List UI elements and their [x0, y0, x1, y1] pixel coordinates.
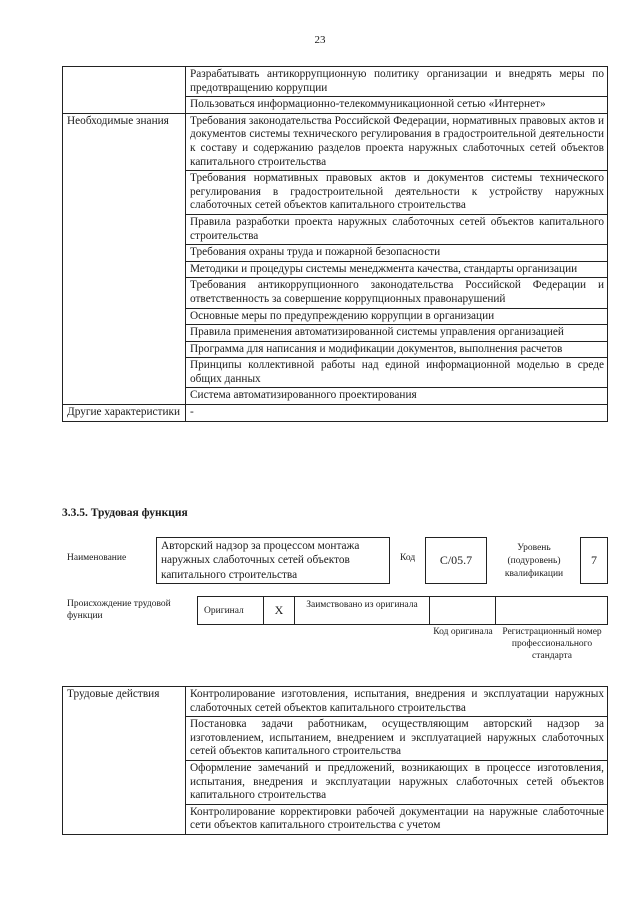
table-cell: Программа для написания и модификации документов, выполнения расчетов	[186, 341, 608, 358]
reg-number-label: Регистрационный номер профессионального стандарта	[502, 627, 602, 661]
table-cell: Контролирование корректировки рабочей документации на наружные слаботочные сети объектов капитального строительства с учетом	[186, 804, 608, 834]
table-row	[63, 687, 608, 717]
table-row	[63, 113, 608, 170]
table-cell: Контролирование изготовления, испытания, внедрения и эксплуатации наружных слаботочных сетей объектов капитального строительства	[186, 687, 608, 717]
table-cell: Постановка задачи работникам, осуществляющим авторский надзор за изготовлением, испытанием, внедрением и эксплуатацией наружных слаботочных сетей объектов капитального строительства	[186, 717, 608, 761]
original-label: Оригинал	[197, 596, 264, 625]
table-cell: Оформление замечаний и предложений, возникающих в процессе изготовления, испытания, внедрения и эксплуатации наружных слаботочных сетей объектов капитального строительства	[186, 760, 608, 804]
level-value: 7	[580, 537, 608, 584]
table-cell: Правила разработки проекта наружных слаботочных сетей объектов капитального строительства	[186, 214, 608, 244]
row-label	[63, 67, 186, 114]
table-cell: Требования законодательства Российской Федерации, нормативных правовых актов и документов системы технического регулирования в градостроительной деятельности к составу и содержанию разделов проекта наружных слаботочных сетей объектов капитального строительства	[186, 113, 608, 170]
level-label: Уровень (подуровень) квалификации	[504, 543, 564, 579]
table-cell: Пользоваться информационно-телекоммуникационной сетью «Интернет»	[186, 97, 608, 114]
original-mark: X	[263, 596, 295, 625]
page-number: 23	[314, 34, 326, 46]
table-cell: Основные меры по предупреждению коррупции в организации	[186, 308, 608, 325]
table-cell: Система автоматизированного проектирования	[186, 388, 608, 405]
row-label-actions: Трудовые действия	[63, 687, 186, 835]
table-cell: Требования антикоррупционного законодательства Российской Федерации и ответственность за совершение коррупционных правонарушений	[186, 278, 608, 308]
code-original-box	[429, 596, 496, 625]
table-cell: Правила применения автоматизированной системы управления организацией	[186, 325, 608, 342]
table-cell: -	[186, 405, 608, 422]
row-label-knowledge: Необходимые знания	[63, 113, 186, 404]
reg-number-box	[495, 596, 608, 625]
section-title: 3.3.5. Трудовая функция	[62, 507, 188, 519]
function-code: C/05.7	[425, 537, 487, 584]
code-original-label: Код оригинала	[433, 627, 493, 637]
table-cell: Требования нормативных правовых актов и документов системы технического регулирования в градостроительной деятельности к устройству наружных слаботочных сетей объектов капитального строительства	[186, 171, 608, 215]
borrowed-label: Заимствовано из оригинала	[294, 596, 430, 625]
table-cell: Разрабатывать антикоррупционную политику организации и внедрять меры по предотвращению коррупции	[186, 67, 608, 97]
origin-label: Происхождение трудовой функции	[67, 599, 171, 621]
name-label: Наименование	[67, 553, 127, 563]
function-name: Авторский надзор за процессом монтажа наружных слаботочных сетей объектов капитального строительства	[156, 537, 390, 584]
table-row	[63, 67, 608, 97]
table-row	[63, 405, 608, 422]
row-label-other: Другие характеристики	[63, 405, 186, 422]
code-label: Код	[400, 553, 416, 563]
table-cell: Принципы коллективной работы над единой информационной моделью в среде общих данных	[186, 358, 608, 388]
labor-actions-table	[62, 686, 608, 835]
table-cell: Требования охраны труда и пожарной безопасности	[186, 245, 608, 262]
table-cell: Методики и процедуры системы менеджмента качества, стандарты организации	[186, 261, 608, 278]
knowledge-table	[62, 66, 608, 422]
